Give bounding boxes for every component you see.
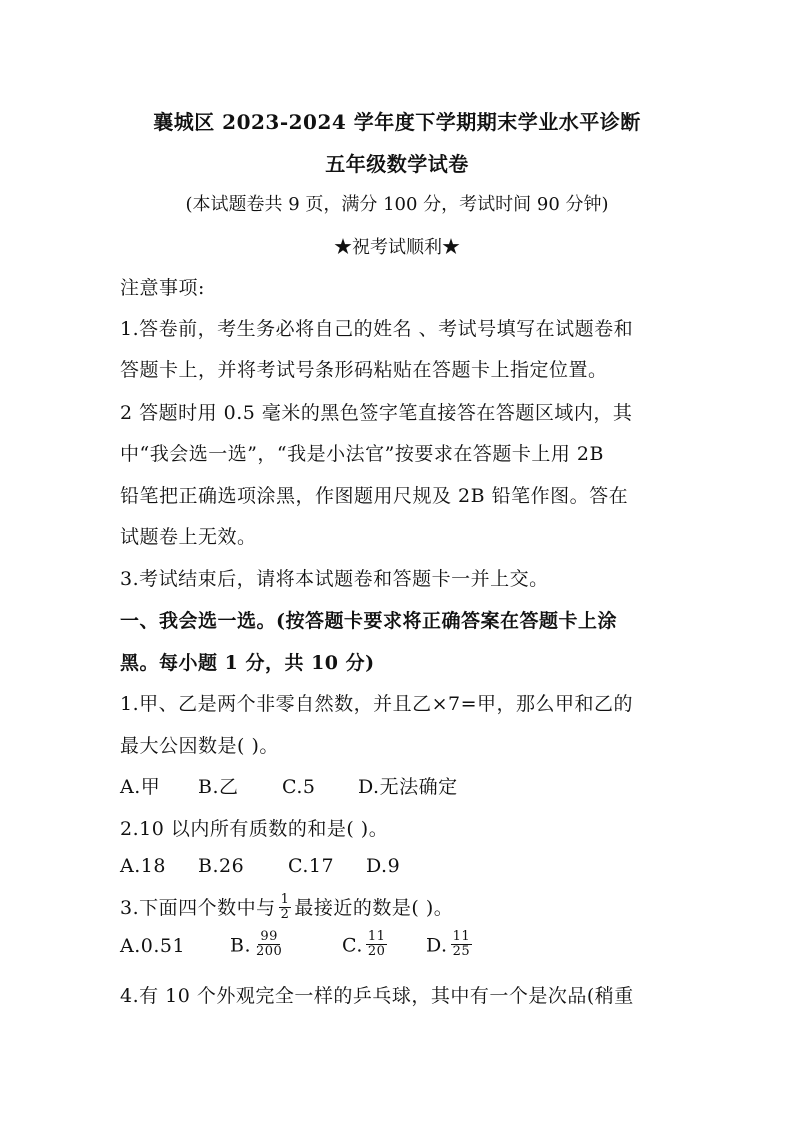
exam-wish: ★祝考试顺利★ xyxy=(334,237,460,258)
option-d: D.无法确定 xyxy=(358,776,458,798)
option-a: A.0.51 xyxy=(120,934,186,957)
question-1-text: 最大公因数是( )。 xyxy=(120,735,279,757)
question-2-options xyxy=(120,855,400,877)
option-c: C. $\frac{11}{20}$ xyxy=(342,929,386,959)
option-a: A.18 xyxy=(120,855,166,877)
option-d: D. $\frac{11}{25}$ xyxy=(426,929,471,959)
fraction: $\frac{11}{25}$ xyxy=(452,929,471,959)
option-b: B. $\frac{99}{200}$ xyxy=(230,929,283,959)
notes-line: 1.答卷前，考生务必将自己的姓名 、考试号填写在试题卷和 xyxy=(120,318,634,340)
exam-title: 襄城区 2023-2024 学年度下学期期末学业水平诊断 xyxy=(153,110,641,134)
question-3-prefix: 3.下面四个数中与 xyxy=(120,897,276,919)
question-1-options xyxy=(120,772,458,799)
option-c: C.17 xyxy=(288,855,335,877)
option-b: B.26 xyxy=(198,855,245,877)
question-1-text: 1.甲、乙是两个非零自然数，并且乙×7=甲，那么甲和乙的 xyxy=(120,693,634,715)
exam-subtitle: 五年级数学试卷 xyxy=(325,152,469,176)
notes-line: 2 答题时用 0.5 毫米的黑色签字笔直接答在答题区域内，其 xyxy=(120,402,633,424)
question-4-text: 4.有 10 个外观完全一样的乒乓球，其中有一个是次品(稍重 xyxy=(120,985,634,1007)
section-heading: 黑。每小题 1 分，共 10 分) xyxy=(120,652,375,674)
notes-heading: 注意事项: xyxy=(120,277,205,299)
notes-line: 铅笔把正确选项涂黑，作图题用尺规及 2B 铅笔作图。答在 xyxy=(120,485,629,507)
notes-line: 试题卷上无效。 xyxy=(120,526,257,548)
exam-info: (本试题卷共 9 页，满分 100 分，考试时间 90 分钟) xyxy=(185,194,609,215)
section-heading: 一、我会选一选。(按答题卡要求将正确答案在答题卡上涂 xyxy=(120,610,617,632)
question-2-text: 2.10 以内所有质数的和是( )。 xyxy=(120,818,389,840)
notes-line: 3.考试结束后，请将本试题卷和答题卡一并上交。 xyxy=(120,568,549,590)
question-3-suffix: 最接近的数是( )。 xyxy=(294,897,454,919)
fraction: $\frac{11}{20}$ xyxy=(367,929,386,959)
fraction-one-half: $\frac{1}{2}$ xyxy=(280,891,290,922)
option-a: A.甲 xyxy=(120,776,161,798)
notes-line: 中“我会选一选”，“我是小法官”按要求在答题卡上用 2B xyxy=(120,443,604,465)
question-3-options xyxy=(120,929,475,961)
option-d: D.9 xyxy=(366,855,401,877)
option-b: B.乙 xyxy=(198,776,239,798)
question-3-text xyxy=(120,893,453,924)
option-c: C.5 xyxy=(282,776,316,798)
fraction: $\frac{99}{200}$ xyxy=(256,929,283,959)
notes-line: 答题卡上，并将考试号条形码粘贴在答题卡上指定位置。 xyxy=(120,359,608,381)
